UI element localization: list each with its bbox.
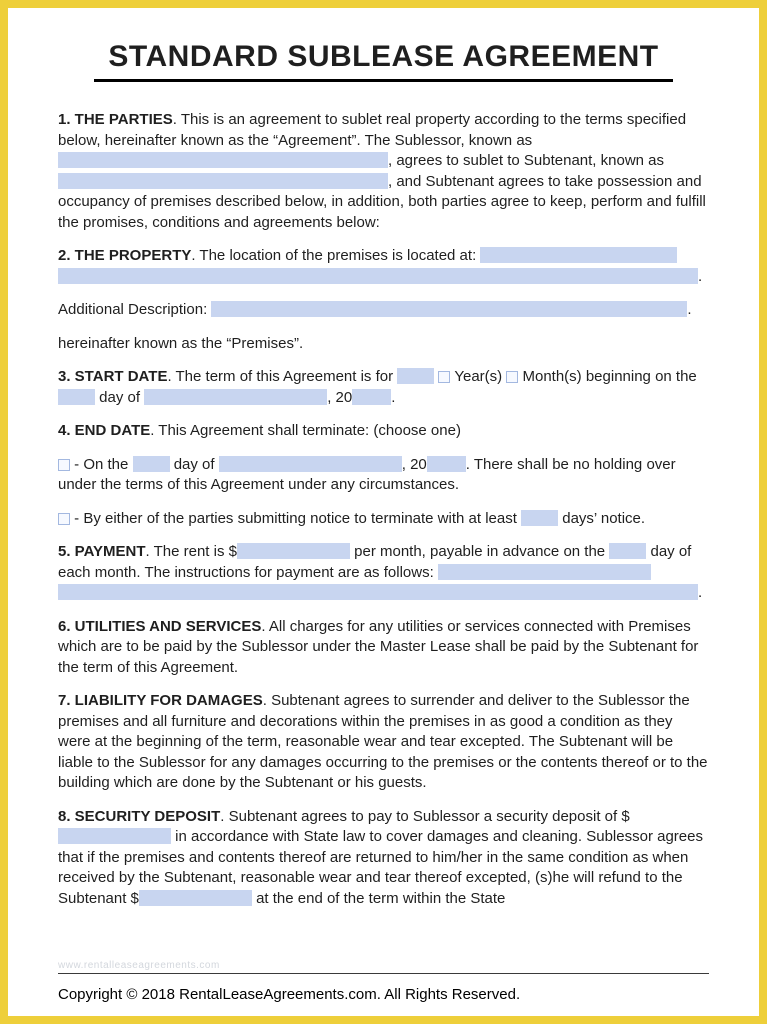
sublessor-name-field[interactable] [58, 152, 388, 168]
section-utilities-text-1: . All charges for any utilities or services connected with Premises which are to be paid by the Sublessor under the Master Lease shall be paid by the Subtenant for the term of this Agreement. [58, 617, 699, 676]
section-property-text-2: . [698, 267, 703, 285]
months-checkbox[interactable] [506, 371, 518, 383]
section-parties [58, 110, 709, 233]
end-fixed-date-checkbox[interactable] [58, 459, 70, 471]
section-parties-text-1: . This is an agreement to sublet real property according to the terms specified below, hereinafter known as the “Agreement”. The Sublessor, known as [58, 111, 687, 149]
section-liability-text-1: . Subtenant agrees to surrender and deliver to the Sublessor the premises and all furniture and decorations within the premises in as good a condition as they were at the beginning of the term, reasonable wear and tear excepted. The Subtenant will be liable to the Sublessor for any damages occurring to the premises or the contents thereof or to the building which are done by the Subtenant or his guests. [58, 692, 708, 791]
section-security-deposit [58, 807, 709, 910]
copyright-text: Copyright © 2018 RentalLeaseAgreements.com. All Rights Reserved. [58, 986, 521, 1003]
additional-description-label: Additional Description: [58, 301, 212, 318]
section-parties-heading: 1. THE PARTIES [58, 111, 173, 128]
section-security-deposit-heading: 8. SECURITY DEPOSIT [58, 807, 221, 825]
footer-divider [58, 973, 709, 974]
end-option2-text-1: - By either of the parties submitting notice to terminate with at least [70, 509, 522, 527]
payment-instructions-field-2[interactable] [58, 584, 698, 600]
section-parties-text-2: , agrees to sublet to Subtenant, known as [388, 152, 665, 169]
additional-description-field[interactable] [211, 301, 687, 317]
section-payment-heading: 5. PAYMENT [58, 543, 146, 560]
months-label: Month(s) beginning on the [518, 368, 697, 385]
section-parties-text-3: , and Subtenant agrees to take possession and occupancy of premises described below, in addition, both parties agree to keep, perform and fulfill the promises, conditions and agreements below: [58, 172, 706, 231]
section-start-date-text-3: . [391, 388, 396, 406]
section-payment-text-3: day of each month. The instructions for payment are as follows: [58, 543, 692, 581]
end-option1-text-3: , 20 [401, 455, 427, 473]
end-notice-checkbox[interactable] [58, 513, 70, 525]
property-address-field-2[interactable] [58, 268, 698, 284]
end-option-notice [58, 509, 709, 530]
start-day-field[interactable] [58, 389, 95, 405]
end-month-field[interactable] [219, 456, 402, 472]
section-utilities-heading: 6. UTILITIES AND SERVICES [58, 617, 262, 635]
section-security-text-1: . Subtenant agrees to pay to Sublessor a security deposit of $ [220, 807, 630, 825]
premises-note-paragraph [58, 334, 709, 355]
title-container [58, 40, 709, 82]
end-year-field[interactable] [427, 456, 466, 472]
property-address-field[interactable] [480, 247, 677, 263]
document-title: STANDARD SUBLEASE AGREEMENT [94, 40, 672, 82]
refund-amount-field[interactable] [139, 890, 252, 906]
section-property [58, 246, 709, 287]
document-content [8, 8, 759, 909]
section-security-text-3: at the end of the term within the State [251, 889, 506, 907]
section-property-text-1: . The location of the premises is located at: [191, 247, 481, 264]
notice-days-field[interactable] [521, 510, 558, 526]
years-checkbox[interactable] [438, 371, 450, 383]
payment-instructions-field[interactable] [438, 564, 651, 580]
section-start-date-text-2: , 20 [327, 388, 353, 406]
rent-amount-field[interactable] [237, 543, 350, 559]
security-deposit-amount-field[interactable] [58, 828, 171, 844]
subtenant-name-field[interactable] [58, 173, 388, 189]
section-liability [58, 691, 709, 794]
end-option1-text-4: . There shall be no holding over under the terms of this Agreement under any circumstances. [58, 455, 676, 493]
section-utilities [58, 617, 709, 679]
section-property-heading: 2. THE PROPERTY [58, 247, 192, 264]
end-option1-text-1: - On the [70, 455, 133, 473]
additional-description-text-2: . [687, 301, 692, 318]
end-option1-text-2: day of [169, 455, 219, 473]
watermark-text: www.rentalleaseagreements.com [58, 960, 220, 971]
start-year-field[interactable] [352, 389, 391, 405]
section-start-date-text-1: . The term of this Agreement is for [167, 368, 398, 385]
section-liability-heading: 7. LIABILITY FOR DAMAGES [58, 692, 263, 709]
section-end-date-text-1: . This Agreement shall terminate: (choose one) [150, 422, 461, 439]
end-option2-text-2: days’ notice. [558, 509, 646, 527]
end-day-field[interactable] [133, 456, 170, 472]
section-payment-text-2: per month, payable in advance on the [349, 543, 610, 560]
section-payment [58, 542, 709, 604]
section-payment-text-1: . The rent is $ [145, 543, 237, 560]
start-date-day-of-text: day of [95, 388, 145, 406]
section-end-date-heading: 4. END DATE [58, 422, 151, 439]
section-security-text-2: in accordance with State law to cover damages and cleaning. Sublessor agrees that if the premises and contents thereof are returned to him/her in the same condition as when received by the Subtenant, reasonable wear and tear thereof excepted, (s)he will refund to the Subtenant $ [58, 828, 703, 907]
end-option-fixed-date [58, 455, 709, 496]
additional-description-paragraph [58, 300, 709, 321]
years-label: Year(s) [450, 368, 507, 385]
premises-note-text: hereinafter known as the “Premises”. [58, 334, 304, 352]
section-start-date-heading: 3. START DATE [58, 368, 168, 385]
section-start-date [58, 367, 709, 408]
term-length-field[interactable] [397, 368, 434, 384]
section-end-date [58, 421, 709, 442]
start-month-field[interactable] [144, 389, 327, 405]
section-payment-text-4: . [698, 584, 703, 601]
rent-due-day-field[interactable] [609, 543, 646, 559]
